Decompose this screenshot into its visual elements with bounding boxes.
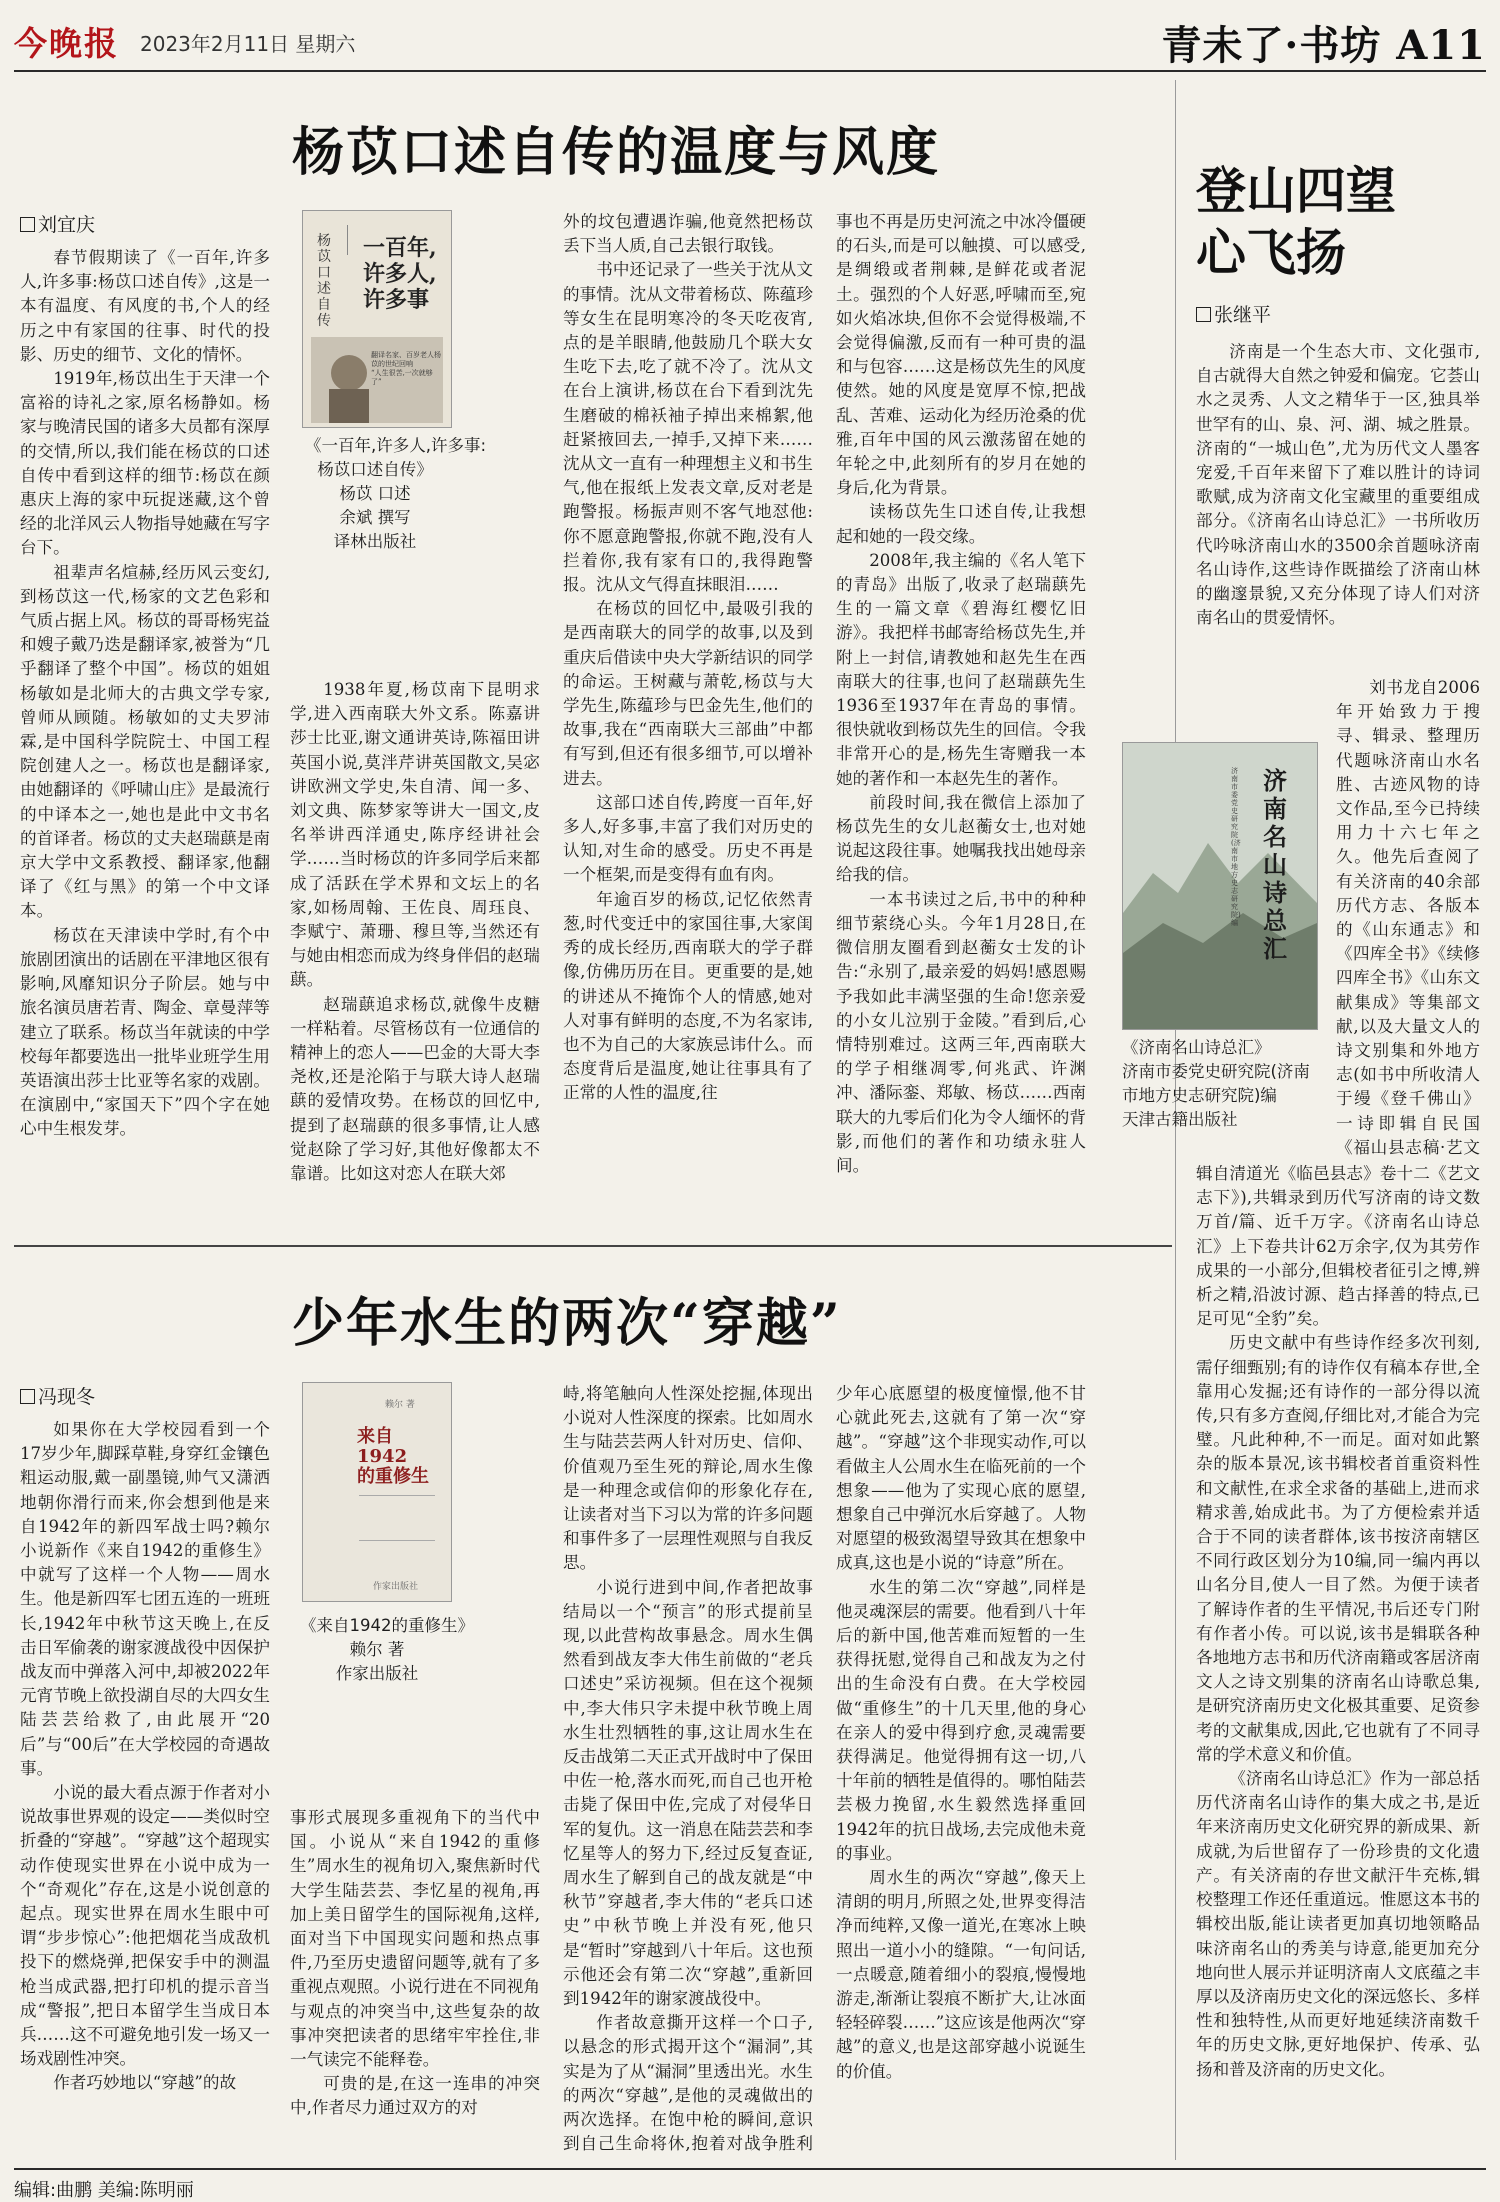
cover-band: 翻译名家、百岁老人杨苡的世纪回响 “人生很苦,一次就够了” [371, 351, 441, 386]
cover-title: 来自 1942 的重修生 [357, 1426, 429, 1487]
article-2-column-3: 峙,将笔触向人性深处挖掘,体现出小说对人性深度的探索。比如周水生与陆芸芸两人针对历史、信仰、价值观乃至生死的辩论,周水生像是一种理念或信仰的形象化存在,让读者对当下习以为常的许多问题和事件多了一层理性观照与自我反思。 小说行进到中间,作者把故事结局以一个“预言”的形式提前呈现,以此营构故事悬念。周水生偶然看到战友李大伟生前做的“老兵口述史”采访视频。但在这个视频中,李大伟只字未提中秋节晚上周水生壮烈牺牲的事,这让周水生在反击战第二天正式开战时中了保田中佐一枪,落水而死,而自己也开枪击毙了保田中佐,完成了对侵华日军的复仇。这一消息在陆芸芸和李忆星等人的努力下,经过反复查证,周水生了解到自己的战友就是“中秋节”穿越者,李大伟的“老兵口述史”中秋节晚上并没有死,他只是“暂时”穿越到八十年后。这也预示他还会有第二次“穿越”,重新回到1942年的谢家渡战役中。 作者故意撕开这样一个口子,以悬念的形式揭开这个“漏洞”,其实是为了从“漏洞”里透出光。水生的两次“穿越”,是他的灵魂做出的两次选择。在饱中枪的瞬间,意识到自己生命将休,抱着对战争胜利 [563, 1384, 813, 2154]
cover-rule [347, 225, 358, 255]
cover-publisher-small: 济南市委党史研究院(济南市地方史志研究院) 编 [1231, 767, 1241, 927]
book-cover-yang [302, 210, 452, 428]
byline-box-icon [20, 217, 35, 232]
byline-box-icon [1196, 307, 1211, 322]
article-3-title: 登山四望 心飞扬 [1196, 161, 1396, 282]
byline-box-icon [20, 1389, 35, 1404]
article-1-column-2: 1938年夏,杨苡南下昆明求学,进入西南联大外文系。陈嘉讲莎士比亚,谢文通讲英诗,陈福田讲英国小说,莫泮芹讲英国散文,吴宓讲欧洲文学史,朱自清、闻一多、刘文典、陈梦家等讲大一国文,皮名举讲西洋通史,陈序经讲社会学……当时杨苡的许多同学后来都成了活跃在学术界和文坛上的名家,如杨周翰、王佐良、周珏良、李赋宁、萧珊、穆旦等,当然还有与她由相恋而成为终身伴侣的赵瑞蕻。 赵瑞蕻追求杨苡,就像牛皮糖一样粘着。尽管杨苡有一位通信的精神上的恋人——巴金的大哥大李尧枚,还是沦陷于与联大诗人赵瑞蕻的爱情攻势。在杨苡的回忆中,提到了赵瑞蕻的很多事情,让人感觉赵除了学习好,其他好像都太不靠谱。比如这对恋人在联大郊 [290, 680, 540, 1184]
article-3-narrow-text: 刘书龙自2006年开始致力于搜寻、辑录、整理历代题咏济南山水名胜、古迹风物的诗文作品,至今已持续用力十六七年之久。他先后查阅了有关济南的40余部历代方志、各版本的《山东通志》和《四库全书》《续修四库全书》《山东文献集成》等集部文献,以及大量文人的诗文别集和外地方志(如书中所收清人于缦《登千佛山》一诗即辑自民国《福山县志稿·艺文 [1336, 678, 1480, 1157]
cover-title: 一百年, 许多人, 许多事 [363, 235, 437, 313]
newspaper-brand: 今晚报 [14, 24, 119, 63]
book-caption-jinan: 《济南名山诗总汇》 济南市委党史研究院(济南市地方史志研究院)编 天津古籍出版社 [1122, 1038, 1310, 1129]
article-1-byline [20, 210, 95, 237]
article-3-author: 张继平 [1214, 304, 1272, 326]
book-caption-yang: 《一百年,许多人,许多事: 杨苡口述自传》 杨苡 口述 余斌 撰写 译林出版社 [305, 436, 487, 551]
article-2-byline [20, 1382, 95, 1409]
issue-date: 2023年2月11日 星期六 [140, 32, 356, 56]
article-2-title: 少年水生的两次“穿越” [292, 1293, 842, 1354]
book-cover-jinan [1122, 742, 1318, 1030]
book-cover-1942 [302, 1382, 452, 1602]
section-title: 青未了·书坊 A11 [1161, 22, 1486, 69]
page-footer [14, 2168, 1486, 2202]
book-caption-1942: 《来自1942的重修生》 赖尔 著 作家出版社 [300, 1616, 474, 1683]
cover-blurb-lines [359, 1495, 435, 1541]
cover-spine-title: 杨苡口述自传 [317, 233, 331, 329]
article-1-title: 杨苡口述自传的温度与风度 [292, 122, 941, 183]
article-divider [14, 1245, 1172, 1247]
article-1-author: 刘宜庆 [38, 214, 96, 236]
article-3-bottom-text: 辑自清道光《临邑县志》卷十二《艺文志下》),共辑录到历代写济南的诗文数万首/篇、近千万字。《济南名山诗总汇》上下卷共计62万余字,仅为其劳作成果的一小部分,但辑校者征引之博,辨析之精,沿波讨源、趋古择善的特点,已足可见“全豹”矣。 历史文献中有些诗作经多次刊刻,需仔细甄别;有的诗作仅有稿本存世,全靠用心发掘;还有诗作的一部分得以流传,只有多方查阅,仔细比对,才能合为完璧。凡此种种,不一而足。面对如此繁杂的版本景况,该书辑校者首重资料性和文献性,在求全求备的基础上,进而求精求善,始成此书。为了方便检索并适合于不同的读者群体,该书按济南辖区不同行政区划分为10编,同一编内再以山名分目,使人一目了然。为便于读者了解诗作者的生平情况,书后还专门附有作者小传。可以说,该书是辑联各种各地地方志书和历代济南籍或客居济南文人之诗文别集的济南名山诗歌总集,是研究济南历史文化极其重要、足资参考的文献集成,因此,它也就有了不同寻常的学术意义和价值。 《济南名山诗总汇》作为一部总括历代济南名山诗作的集大成之书,是近年来济南历史文化研究界的新成果、新成就,为后世留存了一份珍贵的文化遗产。有关济南的存世文献汗牛充栋,辑校整理工作还任重道远。惟愿这本书的辑校出版,能让读者更加真切地领略品味济南名山的秀美与诗意,能更加充分地向世人展示并证明济南人文底蕴之丰厚以及济南历史文化的深远悠长、多样性和独特性,从而更好地延续济南数千年的历史文脉,更好地保护、传承、弘扬和普及济南的历史文化。 [1196, 1164, 1480, 2079]
article-2-column-1: 如果你在大学校园看到一个17岁少年,脚踩草鞋,身穿红金镶色粗运动服,戴一副墨镜,帅气又潇洒地朝你滑行而来,你会想到他是来自1942年的新四军战士吗?赖尔小说新作《来自1942的重修生》中就写了这样一个人物——周水生。他是新四军七团五连的一班班长,1942年中秋节这天晚上,在反击日军偷袭的谢家渡战役中因保护战友而中弹落入河中,却被2022年元宵节晚上欲投湖自尽的大四女生陆芸芸给救了,由此展开“20后”与“00后”在大学校园的奇遇故事。 小说的最大看点源于作者对小说故事世界观的设定——类似时空折叠的“穿越”。“穿越”这个超现实动作使现实世界在小说中成为一个“奇观化”存在,这是小说创意的起点。现实世界在周水生眼中可谓“步步惊心”:他把烟花当成敌机投下的燃烧弹,把保安手中的测温枪当成武器,把打印机的提示音当成“警报”,把日本留学生当成日本兵……这不可避免地引发一场又一场戏剧性冲突。 作者巧妙地以“穿越”的故 [20, 1420, 270, 2093]
article-2-author: 冯现冬 [38, 1386, 96, 1408]
article-1-column-4: 事也不再是历史河流之中冰冷僵硬的石头,而是可以触摸、可以感受,是绸缎或者荆棘,是鲜花或者泥土。强烈的个人好恶,呼啸而至,宛如火焰冰块,但你不会觉得极端,不会觉得偏激,反而有一种可贵的温和与包容……这是杨苡先生的风度使然。她的风度是宽厚不惊,把战乱、苦难、运动化为经历沧桑的优雅,百年中国的风云激荡留在她的年轮之中,此刻所有的岁月在她的身后,化为背景。 读杨苡先生口述自传,让我想起和她的一段交缘。 2008年,我主编的《名人笔下的青岛》出版了,收录了赵瑞蕻先生的一篇文章《碧海红樱忆旧游》。我把样书邮寄给杨苡先生,并附上一封信,请教她和赵先生在西南联大的往事,也问了赵瑞蕻先生1936至1937年在青岛的事情。很快就收到杨苡先生的回信。令我非常开心的是,杨先生寄赠我一本她的著作和一本赵先生的著作。 前段时间,我在微信上添加了杨苡先生的女儿赵蘅女士,也对她说起这段往事。她嘱我找出她母亲给我的信。 一本书读过之后,书中的种种细节萦绕心头。今年1月28日,在微信朋友圈看到赵蘅女士发的讣告:“永别了,最亲爱的妈妈!感恩赐予我如此丰满坚强的生命!您亲爱的小女儿泣别于金陵。”看到后,心情特别难过。这两三年,西南联大的学子相继凋零,何兆武、许渊冲、潘际銮、郑敏、杨苡……西南联大的九零后们化为令人缅怀的背影,而他们的著作和功绩永驻人间。 [836, 212, 1086, 1175]
article-3-byline [1196, 300, 1271, 327]
article-1-column-1: 春节假期读了《一百年,许多人,许多事:杨苡口述自传》,这是一本有温度、有风度的书,个人的经历之中有家国的往事、时代的投影、历史的细节、文化的情怀。 1919年,杨苡出生于天津一个富裕的诗礼之家,原名杨静如。杨家与晚清民国的诸多大员都有深厚的交情,所以,我们能在杨苡的口述自传中看到这样的细节:杨苡在颜惠庆上海的家中玩捉迷藏,这个曾经的北洋风云人物指导她藏在写字台下。 祖辈声名煊赫,经历风云变幻,到杨苡这一代,杨家的文艺色彩和气质占据上风。杨苡的哥哥杨宪益和嫂子戴乃迭是翻译家,被誉为“几乎翻译了整个中国”。杨苡的姐姐杨敏如是北师大的古典文学专家,曾师从顾随。杨敏如的丈夫罗沛霖,是中国科学院院士、中国工程院创建人之一。杨苡也是翻译家,由她翻译的《呼啸山庄》是最流行的中译本之一,她也是此中文书名的首译者。杨苡的丈夫赵瑞蕻是南京大学中文系教授、翻译家,他翻译了《红与黑》的第一个中文译本。 杨苡在天津读中学时,有个中旅剧团演出的话剧在平津地区很有影响,风靡知识分子阶层。她与中旅名演员唐若青、陶金、章曼萍等建立了联系。杨苡当年就读的中学校每年都要选出一批毕业班学生用英语演出莎士比亚等名家的戏剧。在演剧中,“家国天下”四个字在她心中生根发芽。 [20, 248, 270, 1139]
cover-author-small: 赖尔 著 [385, 1400, 415, 1410]
cover-publisher: 作家出版社 [373, 1582, 419, 1592]
article-1-column-3: 外的坟包遭遇诈骗,他竟然把杨苡丢下当人质,自己去银行取钱。 书中还记录了一些关于沈从文的事情。沈从文带着杨苡、陈蕴珍等女生在昆明寒冷的冬天吃夜宵,点的是羊眼睛,他鼓励几个联大女生吃下去,吃了就不冷了。沈从文在台上演讲,杨苡在台下看到沈先生磨破的棉袄袖子掉出来棉絮,他赶紧掖回去,一掉手,又掉下来……沈从文一直有一种理想主义和书生气,他在报纸上发表文章,反对老是跑警报。杨振声则不客气地怼他:你不愿意跑警报,你就不跑,没有人拦着你,我有家有口的,我得跑警报。沈从文气得直抹眼泪…… 在杨苡的回忆中,最吸引我的是西南联大的同学的故事,以及到重庆后借读中央大学新结识的同学的命运。王树藏与萧乾,杨苡与大学先生,陈蕴珍与巴金先生,他们的故事,我在“西南联大三部曲”中都有写到,但还有很多细节,可以增补进去。 这部口述自传,跨度一百年,好多人,好多事,丰富了我们对历史的认知,对生命的感受。历史不再是一个框架,而是变得有血有肉。 年逾百岁的杨苡,记忆依然青葱,时代变迁中的家国往事,大家闺秀的成长经历,西南联大的学子群像,仿佛历历在目。更重要的是,她的讲述从不掩饰个人的情感,她对人对事有鲜明的态度,不为名家讳,也不为自己的大家族忌讳什么。而态度背后是温度,她让往事具有了正常的人性的温度,往 [563, 212, 813, 1103]
article-2-column-2: 事形式展现多重视角下的当代中国。小说从“来自1942的重修生”周水生的视角切入,聚焦新时代大学生陆芸芸、李忆星的视角,再加上美日留学生的国际视角,这样,面对当下中国现实问题和热点事件,乃至历史遗留问题等,就有了多重视点观照。小说行进在不同视角与观点的冲突当中,这些复杂的故事冲突把读者的思绪牢牢拴住,非一气读完不能释卷。 可贵的是,在这一连串的冲突中,作者尽力通过双方的对 [290, 1808, 540, 2118]
page-header [14, 12, 1486, 72]
editor-credit: 编辑:曲鹏 美编:陈明丽 [14, 2180, 194, 2201]
cover-portrait-photo [311, 337, 443, 423]
cover-title: 济南名山诗总汇 [1263, 766, 1287, 963]
article-2-column-4: 少年心底愿望的极度憧憬,他不甘心就此死去,这就有了第一次“穿越”。“穿越”这个非现实动作,可以看做主人公周水生在临死前的一个想象——他为了实现心底的愿望,想象自己中弹沉水后穿越了。人物对愿望的极致渴望导致其在想象中成真,这也是小说的“诗意”所在。 水生的第二次“穿越”,同样是他灵魂深层的需要。他看到八十年后的新中国,他苦难而短暂的一生获得抚慰,觉得自己和战友为之付出的生命没有白费。在大学校园做“重修生”的十几天里,他的身心在亲人的爱中得到疗愈,灵魂需要获得满足。他觉得拥有这一切,八十年前的牺牲是值得的。哪怕陆芸芸极力挽留,水生毅然选择重回1942年的抗日战场,去完成他未竟的事业。 周水生的两次“穿越”,像天上清朗的明月,所照之处,世界变得洁净而纯粹,又像一道光,在寒冰上映照出一道小小的缝隙。“一旬问话,一点暖意,随着细小的裂痕,慢慢地游走,渐渐让裂痕不断扩大,让冰面轻轻碎裂……”这应该是他两次“穿越”的意义,也是这部穿越小说诞生的价值。 [836, 1384, 1086, 2081]
article-3-top-text: 济南是一个生态大市、文化强市,自古就得大自然之钟爱和偏宠。它荟山水之灵秀、人文之精华于一区,独具举世罕有的山、泉、河、湖、城之胜景。济南的“一城山色”,尤为历代文人墨客宠爱,千百年来留下了难以胜计的诗词歌赋,成为济南文化宝藏里的重要组成部分。《济南名山诗总汇》一书所收历代吟咏济南山水的3500余首题咏济南名山诗作,这些诗作既描绘了济南山林的幽邃景貌,又充分体现了诗人们对济南名山的贯爱情怀。 [1196, 342, 1480, 628]
